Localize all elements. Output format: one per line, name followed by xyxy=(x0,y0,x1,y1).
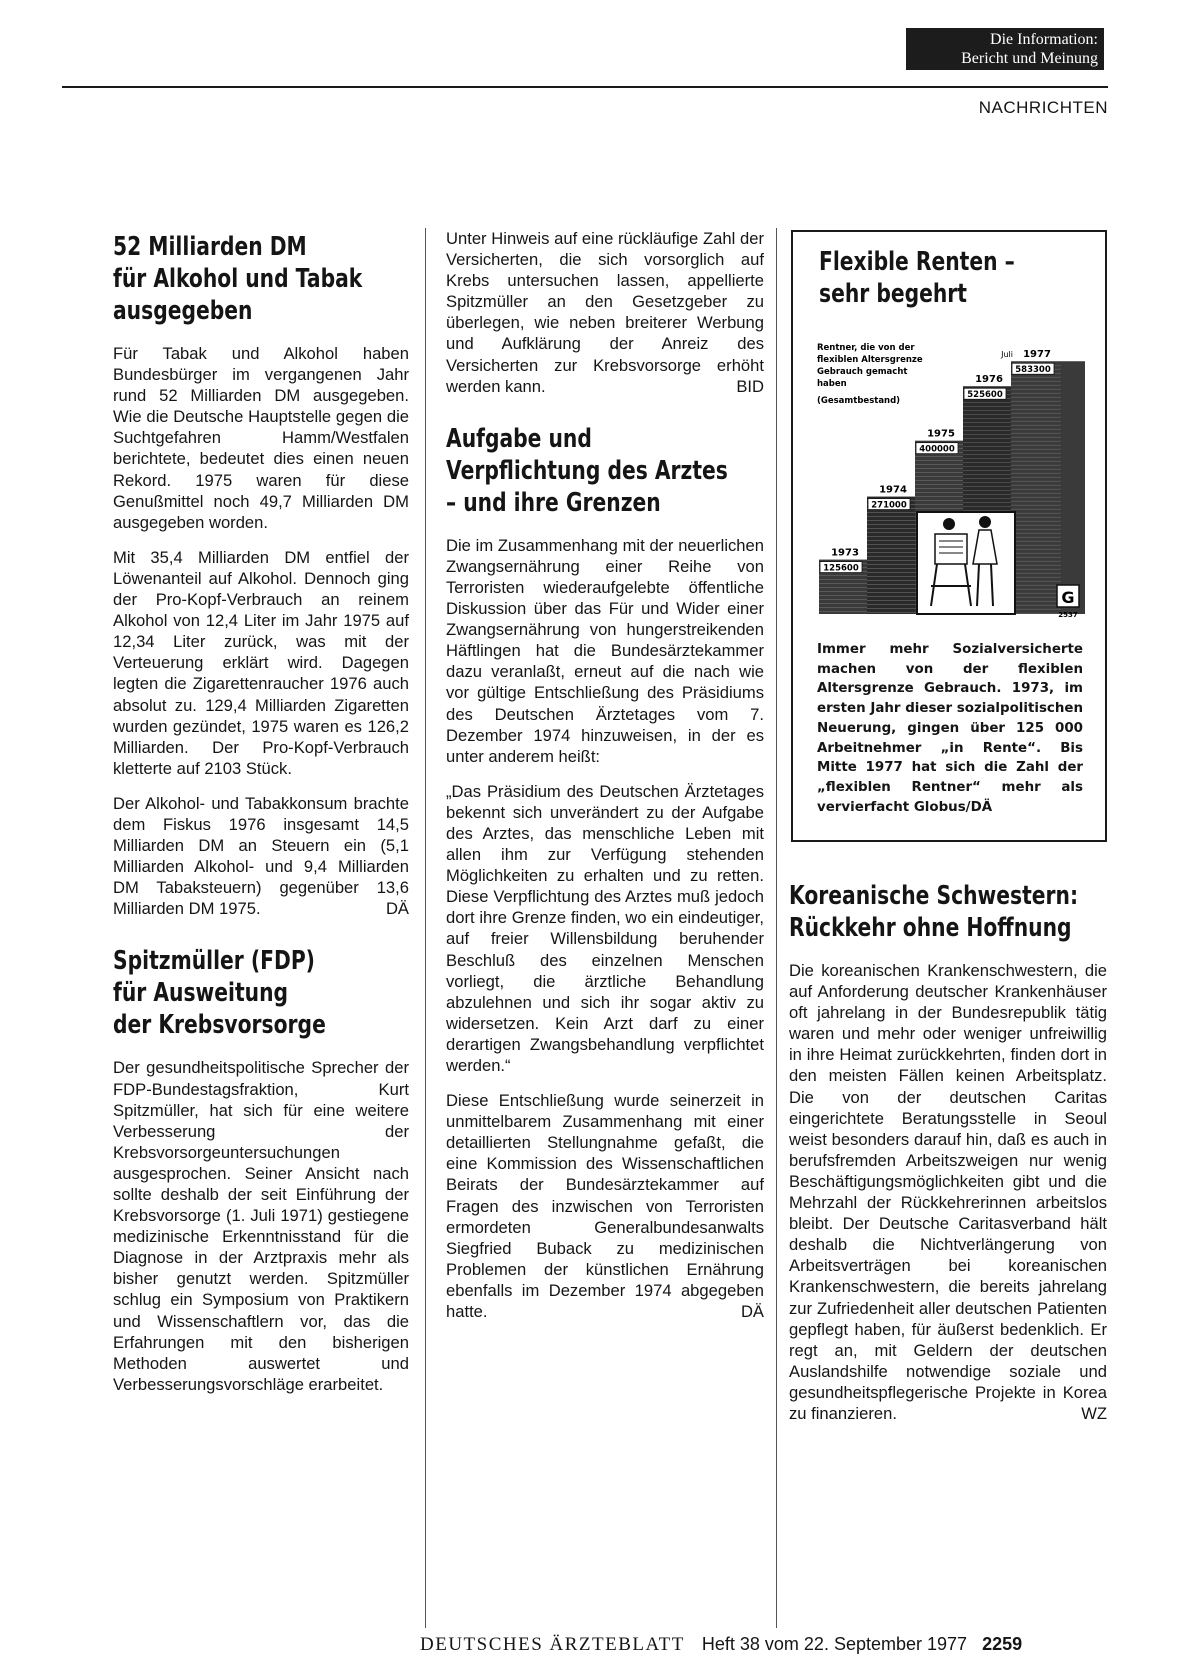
value-label: 583300 xyxy=(1015,365,1051,376)
article-spitzmueller-title xyxy=(113,945,344,1041)
value-label: 400000 xyxy=(919,444,955,455)
article-alkohol-title xyxy=(113,231,363,327)
footer-issue: Heft 38 vom 22. September 1977 xyxy=(701,1634,968,1654)
article-spitzmueller-p2: Unter Hinweis auf eine rückläufige Zahl der Versicherten, die sich vorsorglich auf Krebs untersuchen lassen, appellierte Spitzmüller an den Gesetzgeber zu überlegen, wie neben breiterer Werbung und Aufklärung der Anreiz des Versicherten zur Krebsvorsorge erhöht werden kann. xyxy=(446,229,764,396)
article-spitzmueller-p1: Der gesundheitspolitische Sprecher der FDP-Bundestagsfraktion, Kurt Spitzmüller, hat sich für eine weitere Verbesserung der Krebsvorsorgeuntersuchungen ausgesprochen. Seiner Ansicht nach sollte deshalb der seit Einführung der Krebsvorsorge (1. Juli 1971) gestiegene medizinische Erkenntnisstand für die Diagnose in der Arztpraxis mehr als bisher genutzt werden. Spitzmüller schlug ein Symposium von Praktikern und Wissenschaftlern vor, das die Erfahrungen mit den bisherigen Methoden auswertet und Verbesserungsvorschläge erarbeitet. xyxy=(113,1058,409,1394)
flexible-rente-chart xyxy=(815,324,1085,624)
title-line: 52 Milliarden DM xyxy=(113,232,307,262)
page-number: 2259 xyxy=(982,1634,1023,1654)
year-label: 1977 xyxy=(1023,349,1051,361)
article-arzt-p1: Die im Zusammenhang mit der neuerlichen Zwangsernährung einer Reihe von Terroristen wiederaufgelebte öffentliche Diskussion über das Für und Wider einer Zwangsernährung von hungerstreikenden Häftlingen hat die Bundesärztekammer dazu veranlaßt, erneut auf die nach wie vor gültige Entschließung des Präsidiums des Deutschen Ärztetages vom 7. Dezember 1974 hinzuweisen, in der es unter anderem heißt: xyxy=(446,535,764,766)
year-label: 1975 xyxy=(927,428,955,440)
chart-legend xyxy=(817,343,923,406)
legend-line: Gebrauch gemacht xyxy=(817,367,908,377)
column-2 xyxy=(446,228,764,1336)
globus-logo xyxy=(1057,585,1079,619)
title-line: sehr begehrt xyxy=(819,279,968,309)
article-alkohol-p1: Für Tabak und Alkohol haben Bundesbürger im vergangenen Jahr rund 52 Milliarden DM ausgegeben. Wie die Deutsche Hauptstelle gegen die Suchtgefahren Hamm/Westfalen berichtete, bedeutet dies einen neuen Rekord. 1975 waren für diese Genußmittel noch 49,7 Milliarden DM ausgegeben worden. xyxy=(113,344,409,532)
legend-line: flexiblen Altersgrenze xyxy=(817,355,923,365)
article-alkohol-p3: Der Alkohol- und Tabakkonsum brachte dem Fiskus 1976 insgesamt 14,5 Milliarden DM an Steuern ein (5,1 Milliarden Alkohol- und 9,4 Milliarden DM Tabaksteuern) gegenüber 13,6 Milliarden DM 1975. xyxy=(113,793,409,919)
header-rule xyxy=(62,86,1108,88)
title-line: für Ausweitung xyxy=(113,978,289,1009)
article-arzt-p2: „Das Präsidium des Deutschen Ärztetages bekennt sich unverändert zu der Aufgabe des Arztes, das menschliche Leben mit allen ihm zur Verfügung stehenden Möglichkeiten zu erhalten und zu retten. Diese Verpflichtung des Arztes muß jedoch dort ihre Grenze finden, wo ein eindeutiger, auf freier Willensbildung beruhender Beschluß des einzelnen Menschen vorliegt, die ärztliche Behandlung abzulehnen und sich ihr sogar aktiv zu widersetzen. Kein Arzt darf zu einer derartigen Zwangsbehandlung verpflichtet werden.“ xyxy=(446,781,764,1075)
bar-juli-1977 xyxy=(1011,361,1085,614)
article-arzt-p3-wrap xyxy=(446,1090,764,1322)
year-label: 1976 xyxy=(975,374,1003,386)
article-alkohol-p2: Mit 35,4 Milliarden DM entfiel der Löwenanteil auf Alkohol. Dennoch ging der Pro-Kopf-Verbrauch an reinem Alkohol von 12,4 Liter im Jahr 1975 auf 12,34 Liter zurück, was mit der Verteuerung erklärt wird. Dagegen legten die Zigarettenraucher 1976 auch absolut zu. 129,4 Milliarden Zigaretten wurden gezündet, 1975 waren es 126,2 Milliarden. Der Pro-Kopf-Verbrauch kletterte auf 2103 Stück. xyxy=(113,547,409,778)
logo-number: 2537 xyxy=(1058,611,1078,619)
section-title: NACHRICHTEN xyxy=(978,98,1108,117)
title-line: der Krebsvorsorge xyxy=(113,1010,326,1041)
man-head xyxy=(943,518,955,530)
title-line: Aufgabe und xyxy=(446,423,592,454)
column-1 xyxy=(113,231,409,1409)
logo-letter: G xyxy=(1061,588,1075,607)
legend-line: Rentner, die von der xyxy=(817,343,915,353)
section-badge-line1: Die Information: xyxy=(990,31,1098,48)
infobox-title xyxy=(819,246,1015,310)
infobox xyxy=(791,230,1107,842)
article-arzt-p3: Diese Entschließung wurde seinerzeit in unmittelbarem Zusammenhang mit einer detaillierten Stellungnahme gefaßt, die eine Kommission des Wissenschaftlichen Beirats der Bundesärztekammer auf Fragen des inzwischen von Terroristen ermordeten Generalbundesanwalts Siegfried Buback zu medizinischen Problemen der künstlichen Ernährung ebenfalls im Dezember 1974 abgegeben hatte. xyxy=(446,1091,764,1322)
legend-line: (Gesamtbestand) xyxy=(817,396,901,406)
reader-couple-illustration xyxy=(917,512,1015,614)
value-label: 271000 xyxy=(871,500,907,511)
title-line: Verpflichtung des Arztes xyxy=(446,455,728,486)
year-label: 1973 xyxy=(831,547,859,559)
legend-line: haben xyxy=(817,379,847,389)
article-alkohol-signature: DÄ xyxy=(385,899,409,919)
newspaper xyxy=(935,534,967,564)
article-korea-p1-wrap xyxy=(789,960,1107,1424)
section-badge-line2: Bericht und Meinung xyxy=(961,50,1098,67)
column-divider xyxy=(425,228,426,1628)
title-line: Koreanische Schwestern: xyxy=(789,881,1079,911)
column-divider xyxy=(776,228,777,1628)
title-line: – und ihre Grenzen xyxy=(446,487,661,518)
title-line: Spitzmüller (FDP) xyxy=(113,946,315,977)
article-korea-title xyxy=(789,880,1079,944)
article-arzt-signature: DÄ xyxy=(740,1302,764,1322)
article-arzt-title xyxy=(446,423,728,519)
month-label: Juli xyxy=(1001,350,1013,360)
article-spitzmueller-p2-wrap xyxy=(446,228,764,397)
woman-head xyxy=(979,516,991,528)
year-label: 1974 xyxy=(879,484,907,496)
column-3 xyxy=(789,880,1107,1438)
article-korea-signature: WZ xyxy=(1081,1403,1107,1423)
title-line: Rückkehr ohne Hoffnung xyxy=(789,913,1072,943)
infobox-caption: Immer mehr Sozialversicherte machen von der flexiblen Altersgrenze Gebrauch. 1973, im ersten Jahr dieser sozialpolitischen Neuerung, gingen über 125 000 Arbeitnehmer „in Rente“. Bis Mitte 1977 hat sich die Zahl der „flexiblen Rentner“ mehr als vervierfacht Globus/DÄ xyxy=(817,642,1083,815)
page-footer xyxy=(420,1634,1110,1656)
article-korea-p1: Die koreanischen Krankenschwestern, die auf Anforderung deutscher Krankenhäuser oft jahrelang in der Bundesrepublik tätig waren und mehr oder weniger unfreiwillig in ihre Heimat zurückkehrten, finden dort in den meisten Fällen keinen Arbeitsplatz. Die von der deutschen Caritas eingerichtete Beratungsstelle in Seoul weist besonders darauf hin, daß es auch in berufsfremden Arbeitszweigen nur wenig Beschäftigungsmöglichkeiten gibt und die Mehrzahl der Rückkehrerinnen arbeitslos bleibt. Der Deutsche Caritasverband hält deshalb die Nichtverlängerung von Arbeitsverträgen bei koreanischen Krankenschwestern, die bereits jahrelang zur Zufriedenheit aller deutschen Patienten gepflegt haben, für äußerst bedenklich. Er regt an, mit Geldern der deutschen Auslandshilfe notwendige soziale und gesundheitspflegerische Projekte in Korea zu finanzieren. xyxy=(789,961,1107,1423)
section-badge xyxy=(906,28,1104,70)
title-line: Flexible Renten – xyxy=(819,247,1015,277)
article-alkohol-p3-wrap xyxy=(113,793,409,920)
title-line: ausgegeben xyxy=(113,296,253,326)
footer-magazine: DEUTSCHES ÄRZTEBLATT xyxy=(420,1634,685,1655)
title-line: für Alkohol und Tabak xyxy=(113,264,363,294)
value-label: 125600 xyxy=(823,563,859,574)
value-label: 525600 xyxy=(967,390,1003,401)
article-spitzmueller-signature: BID xyxy=(736,376,764,396)
